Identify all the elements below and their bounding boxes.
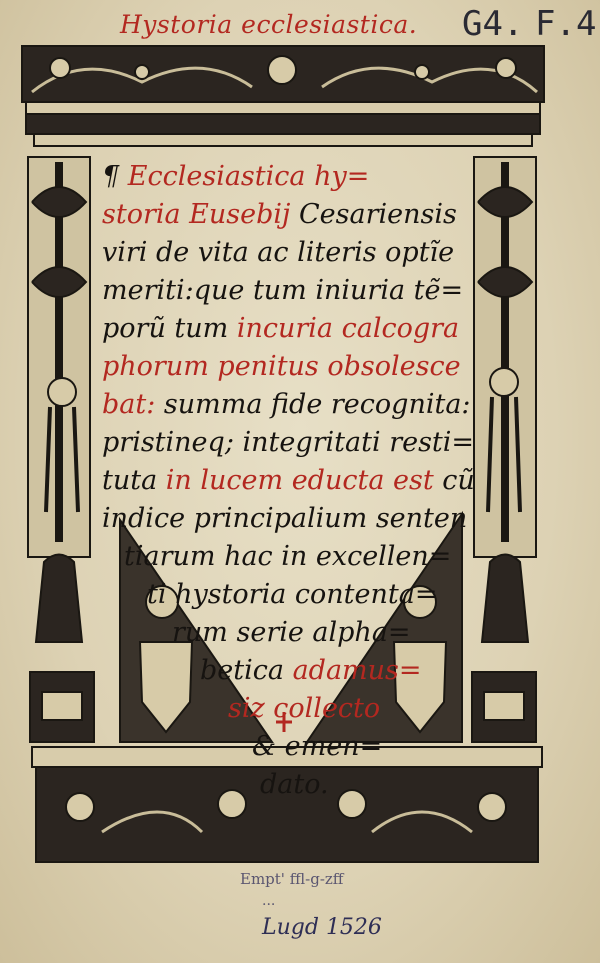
handwritten-note-3: Lugd 1526 [262,915,382,940]
title-line [102,614,470,652]
rubric-text: incuria calcogra [236,313,460,344]
title-line [102,234,470,272]
title-line [102,272,470,310]
rubric-text: siz collecto [228,693,381,724]
title-line [102,462,475,500]
title-line [102,310,470,348]
black-text: ¶ [102,161,128,192]
black-text: ti hystoria contenta= [147,579,438,610]
black-text: pristineq; integritati resti= [102,427,475,458]
black-text: viri de vita ac literis optĩe [102,237,455,268]
black-text: rum serie alpha= [172,617,411,648]
handwritten-note-1: Empt' ffl-g-zff [240,870,344,888]
black-text: & emen= [252,731,383,762]
right-pillar [472,157,536,742]
rubric-text: storia Eusebij [102,199,299,230]
left-pillar [28,157,94,742]
title-line [102,386,470,424]
black-text: summa fide recognita: [163,389,471,420]
black-text: cũ [442,465,475,496]
title-line [102,158,470,196]
title-line [102,576,470,614]
title-line [102,348,470,386]
title-text [102,158,475,804]
handwritten-note-2: ... [262,893,276,909]
title-line [102,652,470,690]
rubric-text: adamus= [292,655,422,686]
title-line [102,196,470,234]
black-text: tuta [102,465,166,496]
title-line [102,728,470,766]
shelfmark-a: G4. [462,4,524,44]
black-text: tiarum hac in excellen= [124,541,452,572]
rubric-text: Ecclesiastica hy= [127,161,370,192]
rubric-text: bat: [102,389,164,420]
black-text: meriti:que tum iniuria tẽ= [102,275,464,306]
title-line [102,766,470,804]
running-title: Hystoria ecclesiastica. [120,10,418,39]
black-text: betica [200,655,293,686]
title-line [102,424,475,462]
title-line [102,538,470,576]
rubric-text: in lucem educta est [165,465,443,496]
title-line [102,690,470,728]
title-line [102,500,470,538]
black-text: dato. [260,769,329,800]
black-text: Cesariensis [299,199,457,230]
rubric-text: phorum penitus obsolesce [102,351,461,382]
shelfmark-b: F.4 [535,4,597,44]
black-text: indice principalium senten [102,503,468,534]
top-frieze [22,46,544,146]
black-text: porũ tum [102,313,237,344]
